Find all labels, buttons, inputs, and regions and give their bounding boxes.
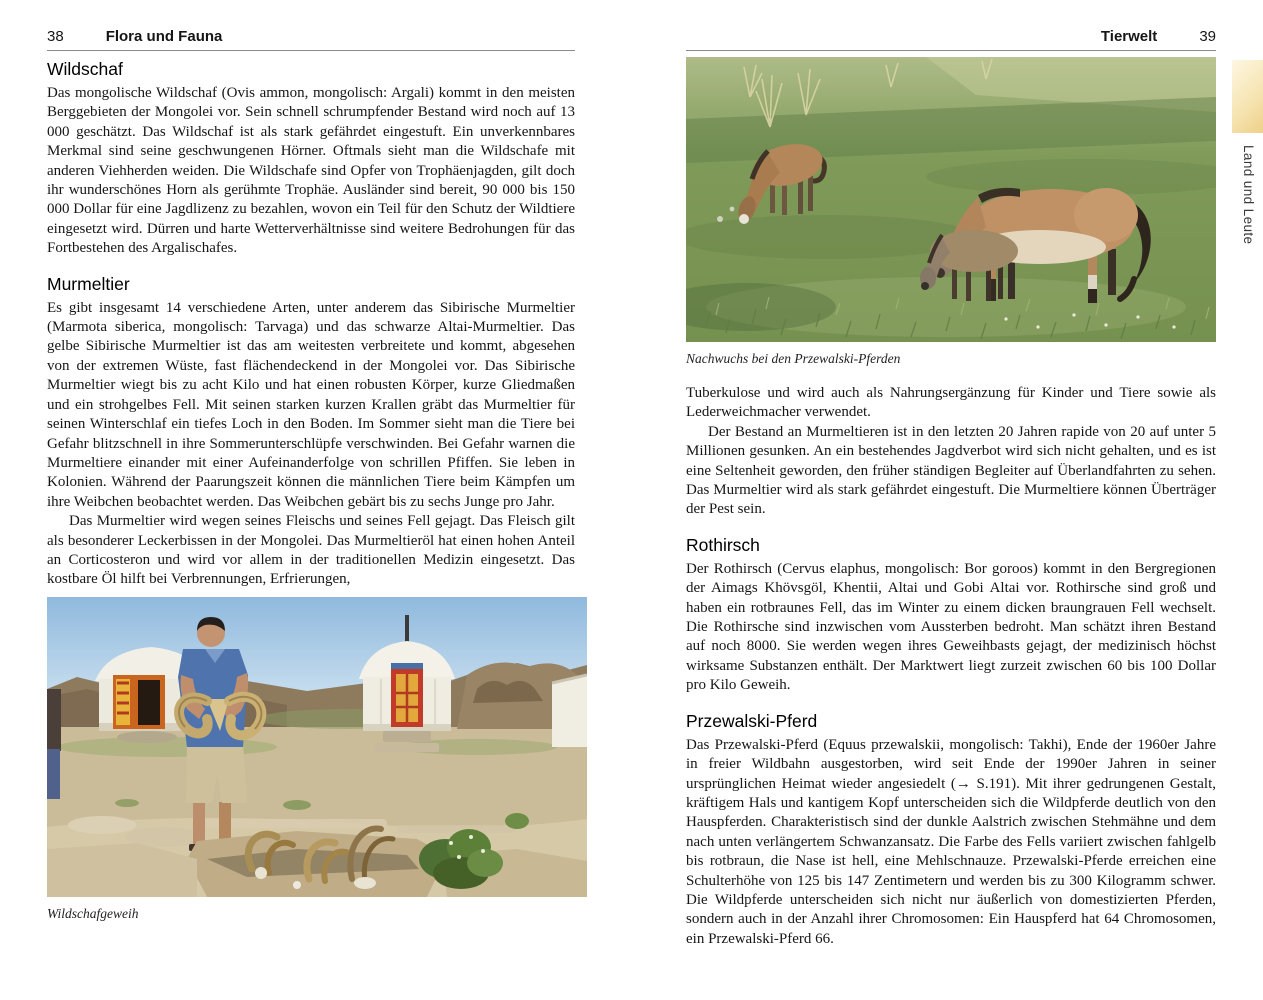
page-right-header [686,28,1216,51]
section-heading-przewalski: Przewalski-Pferd [686,710,818,731]
paragraph-murmeltier-1: Es gibt insgesamt 14 verschiedene Arten, unter anderem das Sibirische Murmeltier (Marmota siberica, mongolisch: Tarvaga) und das schwarze Altai-Murmeltier. Das gelbe Sibirische Murmeltier ist das am weitesten verbreitete und kommt, abgesehen von der extremen Wüste, fast flächendeckend in der Mongolei vor. Das Sibirische Murmeltier wiegt bis zu acht Kilo und hat einen robusten Körper, kurze Gliedmaßen und ein strohgelbes Fell. Mit seinen starken kurzen Krallen gräbt das Murmeltier für seinen Winterschlaf ein tiefes Loch in den Boden. Im Sommer sieht man die Tiere bei Gefahr blitzschnell in ihre Sommerunterschlüpfe verschwinden. Bei Gefahr warnen die Murmeltiere einander mit einer Aufeinanderfolge von schrillen Pfiffen. Sie leben in Kolonien. Während der Paarungszeit können die männlichen Tiere beim Kämpfen um ihre Weibchen beobachtet werden. Das Weibchen gebärt bis zu sechs Junge pro Jahr. [47,299,575,510]
page-left [47,28,575,922]
section-heading-murmeltier: Murmeltier [47,273,130,294]
wildschafgeweih-photo-art [47,597,587,897]
running-title-right: Tierwelt [1100,28,1158,45]
page-left-header [47,28,575,51]
wildschafgeweih-photo [47,597,575,922]
paragraph-rothirsch: Der Rothirsch (Cervus elaphus, mongolisch: Bor goroos) kommt in den Bergregionen der Aimags Khövsgöl, Khentii, Altai und Gobi Altai vor. Rothirsche sind groß und haben ein rotbraunes Fell, das im Winter zu einem dicken braungrauen Fell wechselt. Die Rothirsche sind inzwischen vom Aussterben bedroht. Man schätzt ihren Bestand auf noch 8000. Sie werden wegen ihres Geweihbasts gejagt, der medizinisch höchst wirksame Substanzen enthält. Der Marktwert liegt zurzeit zwischen 60 bis 100 Dollar pro Kilo Geweih. [686,560,1216,694]
paragraph-przewalski: Das Przewalski-Pferd (Equus przewalskii, mongolisch: Takhi), Ende der 1960er Jahre in freier Wildbahn ausgestorben, wird seit Ende der 1990er Jahren in seiner ursprünglichen Heimat wieder angesiedelt (→ S.191). Mit ihrer gedrungenen Gestalt, kräftigem Hals und kantigem Kopf unterscheiden sich die Wildpferde deutlich von den Hauspferden. Charakteristisch sind der dunkle Aalstrich zwischen Stehmähne und dem nach unten verlängertem Schwanzansatz. Die Farbe des Fells variiert zwischen fahlgelb bis rotbraun, die Nase ist hell, eine Mehlschnauze. Przewalski-Pferde erreichen eine Schulterhöhe von 125 bis 147 Zentimetern und werden bis zu 300 Kilogramm schwer. Die Wildpferde unterscheiden sich nicht nur äußerlich von domestizierten Pferden, sondern auch in der Anzahl ihrer Chromosomen: Ein Hauspferd hat 64 Chromosomen, ein Przewalski-Pferd 66. [686,736,1216,947]
paragraph-murmeltier-2: Das Murmeltier wird wegen seines Fleischs und seines Fell gejagt. Das Fleisch gilt als besonderer Leckerbissen in der Mongolei. Das Murmeltieröl hat einen hohen Anteil an Corticosteron und wird vor allem in der traditionellen Medizin eingesetzt. Das kostbare Öl hilft bei Verbrennungen, Erfrierungen, [47,513,575,588]
page-right [686,28,1216,949]
caption-przewalski: Nachwuchs bei den Przewalski-Pferden [686,351,901,366]
chapter-tab-label: Land und Leute [1241,145,1256,245]
page-number-left: 38 [47,28,64,45]
page-number-right: 39 [1199,28,1216,45]
paragraph-wildschaf: Das mongolische Wildschaf (Ovis ammon, mongolisch: Argali) kommt in den meisten Berggebieten der Mongolei vor. Sein schnell schrumpfender Bestand wird noch auf 13 000 geschätzt. Das Wildschaf ist als stark gefährdet eingestuft. Ein unverkennbares Merkmal sind seine geschwungenen Hörner. Oftmals sieht man die Wildschafe mit anderen Viehherden weiden. Die Wildschafe sind Opfer von Trophäenjagden, gilt doch ihr wunderschönes Horn als gerühmte Trophäe. Ausländer sind bereit, 90 000 bis 150 000 Dollar für eine Jagdlizenz zu bezahlen, wovon ein Teil für den Schutz der Wildtiere eingesetzt wird. Dürren und harte Wetterverhältnisse sind weitere Bedrohungen für das Fortbestehen des Argalischafes. [47,85,575,257]
przewalski-photo [686,57,1216,367]
section-heading-rothirsch: Rothirsch [686,534,760,555]
paragraph-murmeltier-bestand: Der Bestand an Murmeltieren ist in den letzten 20 Jahren rapide von 20 auf unter 5 Millionen gesunken. An ein bestehendes Jagdverbot wird sich nicht gehalten, und es ist eine Seltenheit geworden, den früher ständigen Begleiter auf Überlandfahrten zu sehen. Das Murmeltier wird als stark gefährdet eingestuft. Die Murmeltiere können Überträger der Pest sein. [686,423,1216,518]
chapter-tab [1232,60,1263,133]
przewalski-photo-art [686,57,1216,342]
running-title-left: Flora und Fauna [105,28,223,45]
paragraph-murmeltier-continued: Tuberkulose und wird auch als Nahrungsergänzung für Kinder und Tiere sowie als Lederweichmacher verwendet. [686,385,1216,421]
caption-wildschafgeweih: Wildschafgeweih [47,905,139,921]
section-heading-wildschaf: Wildschaf [47,59,123,79]
